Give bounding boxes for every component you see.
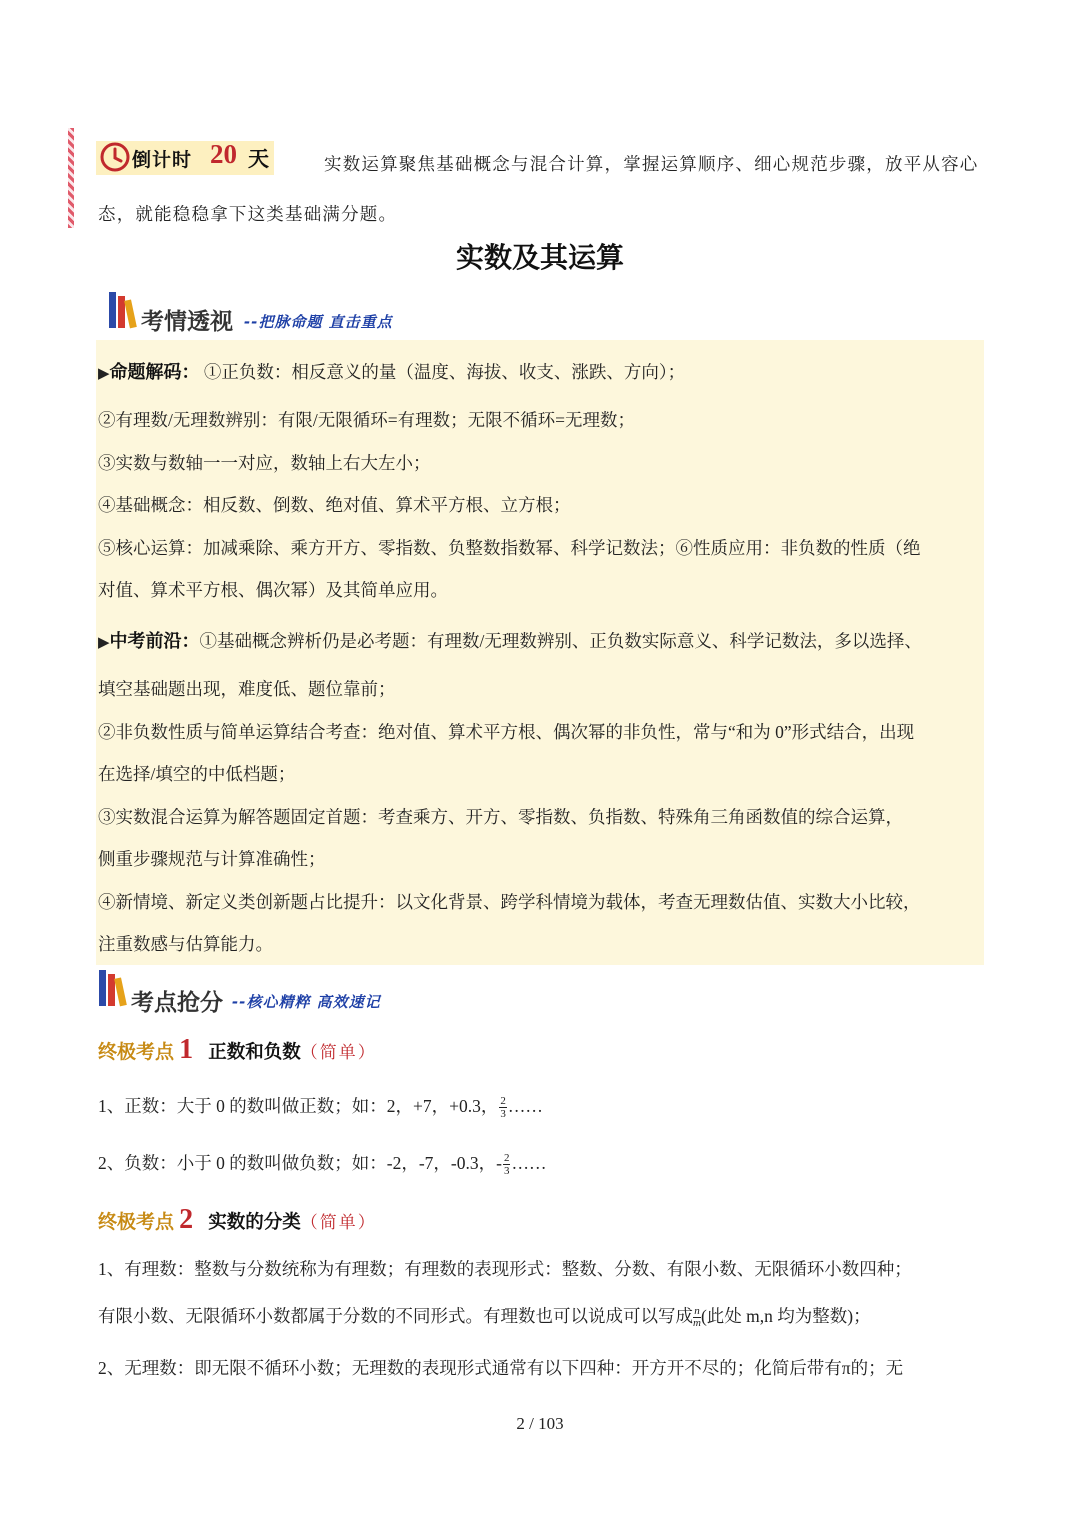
ellipsis: …… [511,1153,547,1173]
kp1-line-1-text: 1、正数：大于 0 的数叫做正数；如：2，+7，+0.3， [98,1096,499,1116]
decode-line-6: 对值、算术平方根、偶次幂）及其简单应用。 [98,580,448,600]
triangle-bullet-icon: ▶ [98,364,110,382]
fraction [693,1306,701,1329]
key-point-difficulty: （简单） [300,1213,377,1233]
fraction [503,1152,511,1177]
key-point-2-heading [98,1204,377,1236]
decorative-side-bar [68,128,74,228]
key-point-difficulty: （简单） [300,1043,377,1063]
fraction-denominator: m [693,1317,701,1330]
kp1-line-2-text: 2、负数：小于 0 的数叫做负数；如：-2，-7，-0.3，- [98,1153,502,1173]
fraction [499,1095,507,1120]
key-point-number: 1 [179,1034,194,1065]
fraction-numerator: 2 [500,1095,506,1108]
frontier-line-6: 侧重步骤规范与计算准确性； [98,849,326,869]
kp2-line-2-suffix: (此处 m,n 均为整数)； [700,1306,871,1326]
kp2-line-2 [98,1303,871,1329]
books-icon [108,290,142,330]
page-title: 实数及其运算 [455,241,624,274]
page-number: 2 / 103 [516,1414,564,1433]
decode-lead: 命题解码： [109,362,200,383]
countdown-number: 20 [210,139,237,169]
section-title-key-points: 考点抢分 [131,990,223,1016]
kp1-line-2 [98,1150,546,1177]
key-point-number: 2 [179,1204,194,1235]
decode-line-3: ③实数与数轴一一对应，数轴上右大左小； [98,453,431,473]
key-point-label: 终极考点 [98,1211,175,1233]
section-title-exam-trend: 考情透视 [141,309,233,335]
section-subtitle-exam-trend: --把脉命题 直击重点 [244,313,393,331]
fraction-numerator: n [694,1305,700,1318]
decode-line-4: ④基础概念：相反数、倒数、绝对值、算术平方根、立方根； [98,495,571,515]
fraction-numerator: 2 [503,1152,510,1165]
frontier-line-7: ④新情境、新定义类创新题占比提升：以文化背景、跨学科情境为载体，考查无理数估值、实数大小比较， [98,892,921,912]
section-subtitle-key-points: --核心精粹 高效速记 [232,993,381,1011]
frontier-line-3: ②非负数性质与简单运算结合考查：绝对值、算术平方根、偶次幂的非负性，常与“和为 0”形式结合，出现 [98,722,915,742]
key-point-label: 终极考点 [98,1041,175,1063]
triangle-bullet-icon: ▶ [98,633,110,651]
key-point-name: 正数和负数 [208,1042,301,1063]
books-icon [98,968,132,1008]
kp2-line-3: 2、无理数：即无限不循环小数；无理数的表现形式通常有以下四种：开方开不尽的；化简后带有π的；无 [98,1358,904,1378]
frontier-line-4: 在选择/填空的中低档题； [98,764,296,784]
frontier-lead: 中考前沿： [109,631,200,652]
frontier-line-8: 注重数感与估算能力。 [98,934,273,954]
countdown-label: 倒计时 [132,149,193,171]
ellipsis: …… [507,1096,543,1116]
frontier-line-2: 填空基础题出现，难度低、题位靠前； [98,679,396,699]
fraction-denominator: 3 [503,1165,510,1178]
key-point-name: 实数的分类 [208,1212,301,1233]
frontier-line-1 [98,627,922,653]
decode-line-2: ②有理数/无理数辨别：有限/无限循环=有理数；无限不循环=无理数； [98,410,635,430]
countdown-unit: 天 [248,147,269,171]
fraction-denominator: 3 [500,1108,506,1121]
decode-line-5: ⑤核心运算：加减乘除、乘方开方、零指数、负整数指数幂、科学记数法；⑥性质应用：非负数的性质（绝 [98,538,921,558]
decode-text: ①正负数：相反意义的量（温度、海拔、收支、涨跌、方向）； [203,362,686,382]
key-point-1-heading [98,1034,377,1066]
decode-line-1 [98,358,685,384]
frontier-text: ①基础概念辨析仍是必考题：有理数/无理数辨别、正负数实际意义、科学记数法，多以选择、 [199,631,922,651]
kp2-line-2-text: 有限小数、无限循环小数都属于分数的不同形式。有理数也可以说成可以写成 [98,1306,693,1326]
intro-text: 实数运算聚焦基础概念与混合计算，掌握运算顺序、细心规范步骤，放平从容心态，就能稳稳拿下这类基础满分题。 [98,155,979,225]
frontier-line-5: ③实数混合运算为解答题固定首题：考查乘方、开方、零指数、负指数、特殊角三角函数值的综合运算， [98,807,903,827]
kp2-line-1: 1、有理数：整数与分数统称为有理数；有理数的表现形式：整数、分数、有限小数、无限循环小数四种； [98,1259,912,1279]
kp1-line-1 [98,1093,543,1120]
